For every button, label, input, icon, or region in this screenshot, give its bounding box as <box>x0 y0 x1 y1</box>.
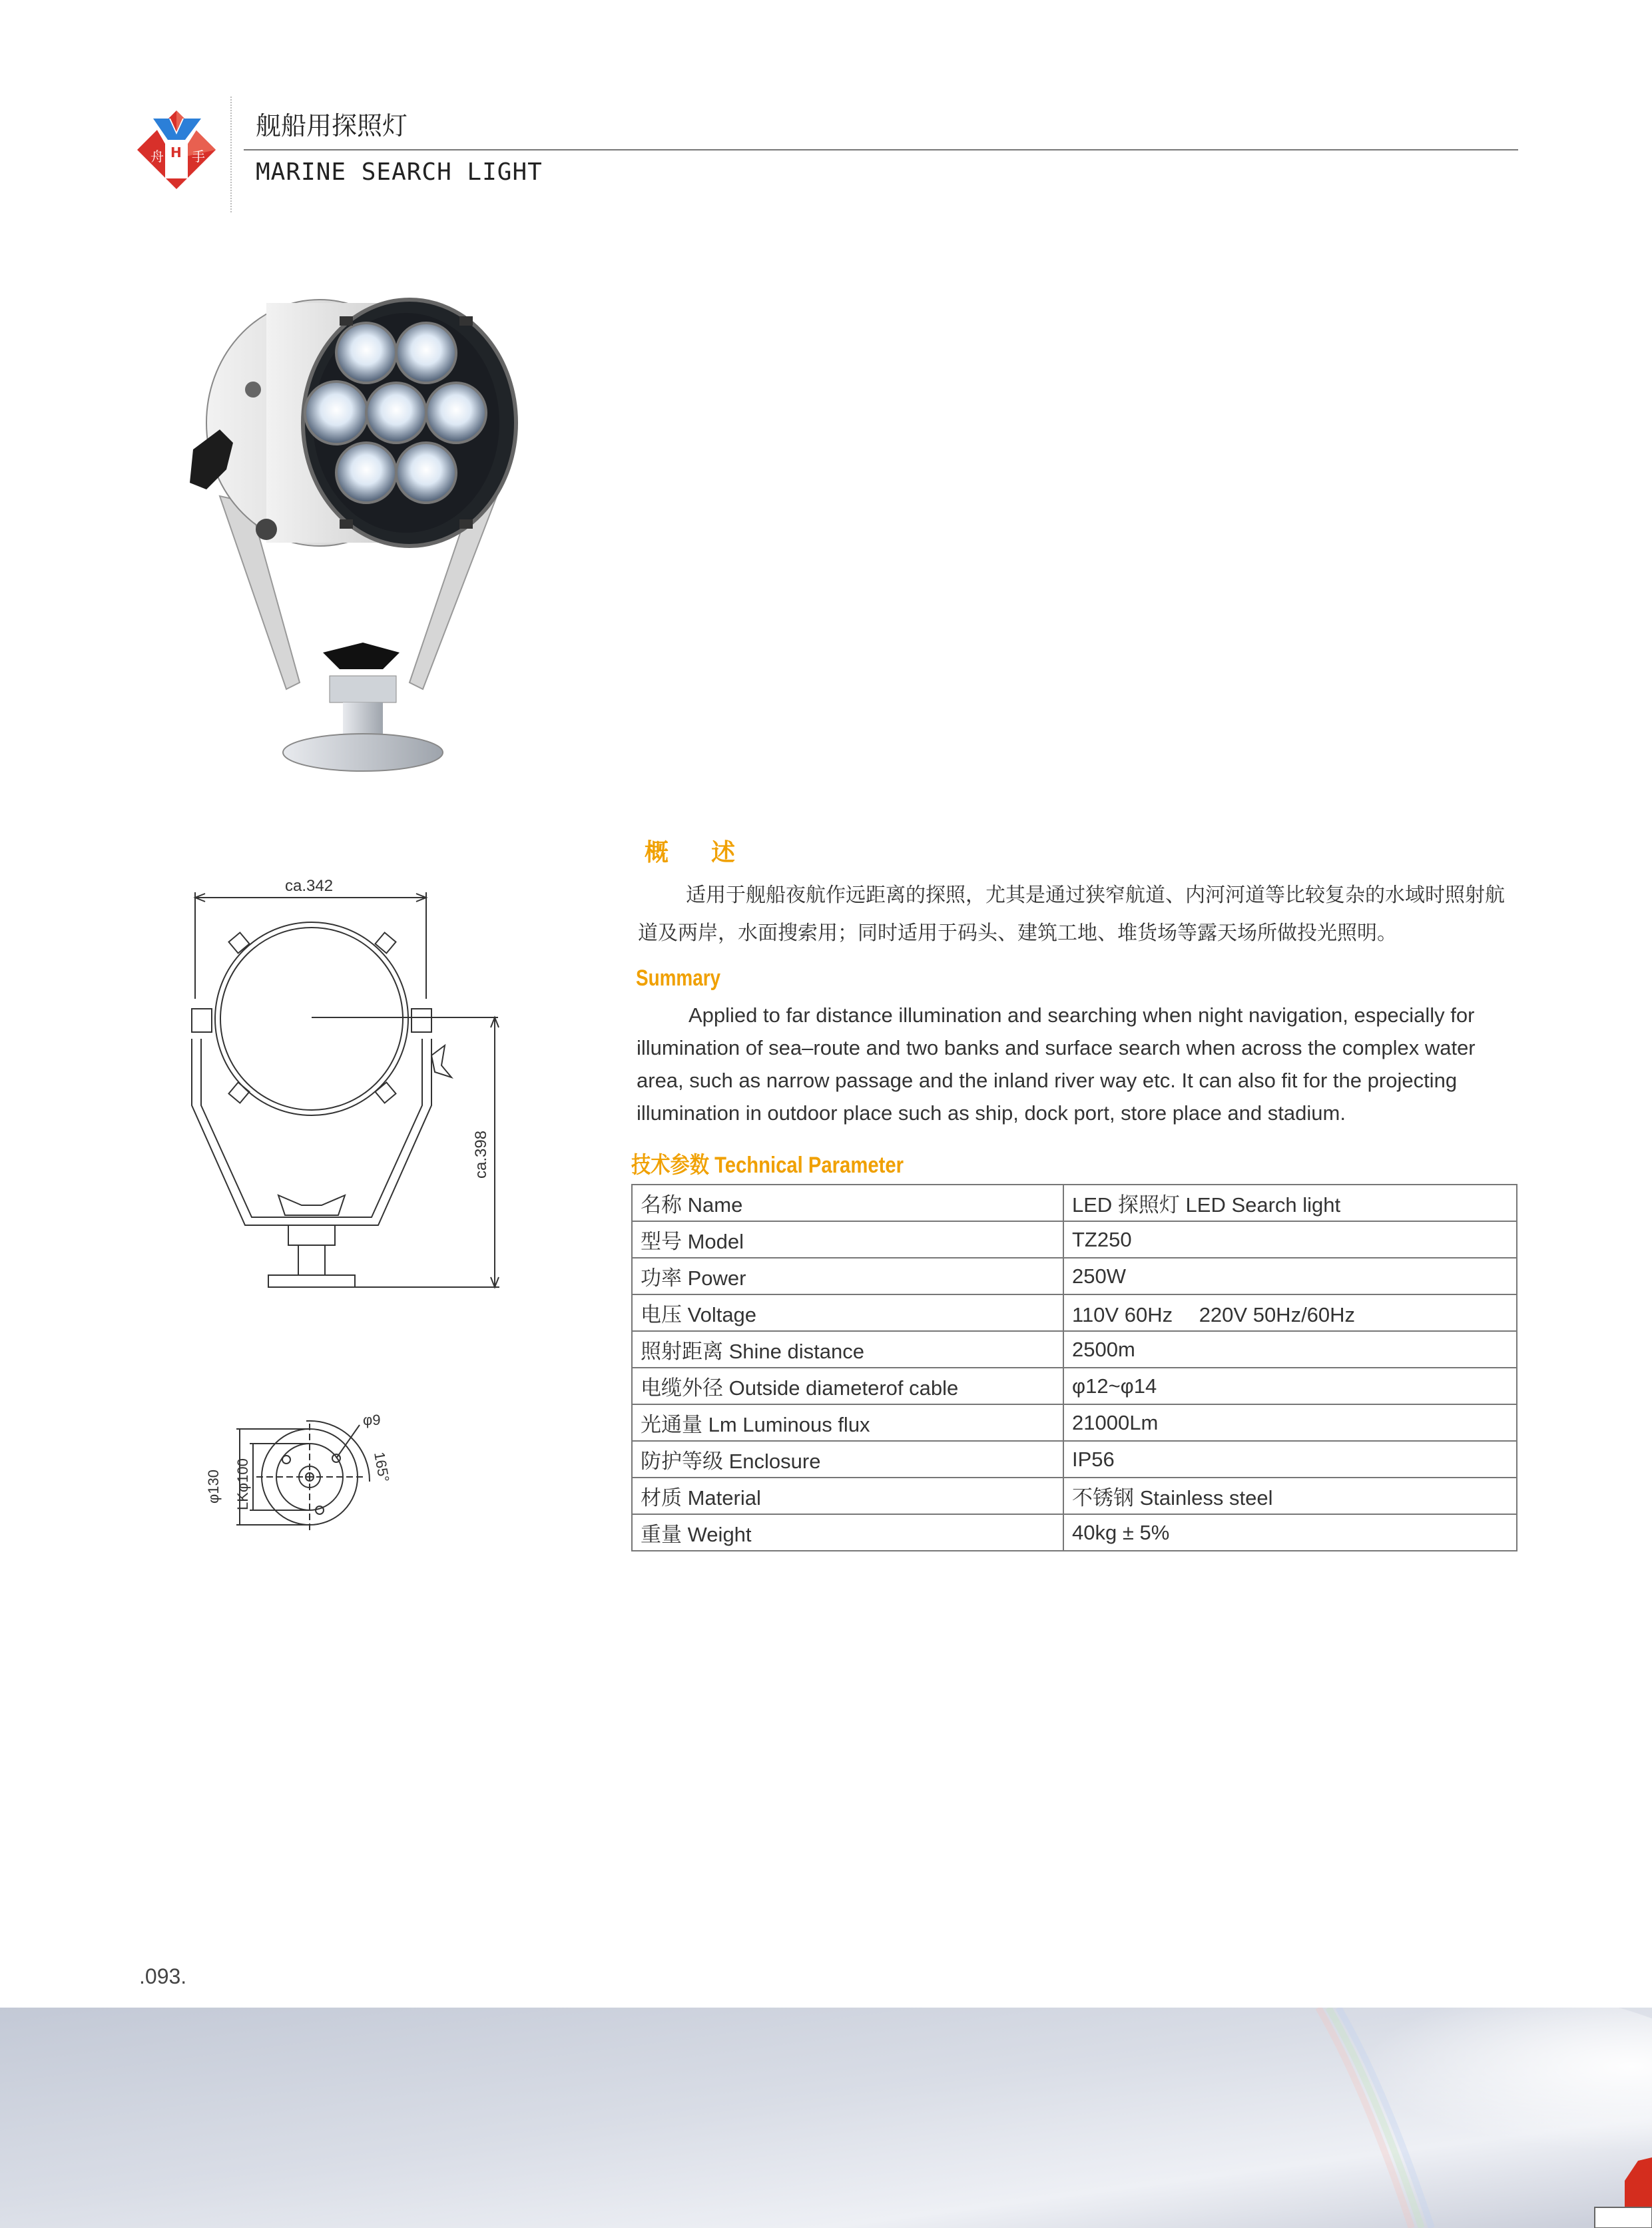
parameter-label: 型号 Model <box>632 1221 1063 1258</box>
height-dimension-label: ca.398 <box>472 1130 490 1179</box>
table-row <box>632 1258 1517 1294</box>
logo-letter: 舟 <box>150 148 164 164</box>
header-divider-vertical <box>230 97 232 212</box>
table-row <box>632 1478 1517 1514</box>
table-row <box>632 1514 1517 1551</box>
parameter-label: 名称 Name <box>632 1185 1063 1221</box>
parameter-value: 2500m <box>1063 1331 1517 1368</box>
table-row <box>632 1368 1517 1404</box>
parameter-value: IP56 <box>1063 1441 1517 1478</box>
parameter-label: 功率 Power <box>632 1258 1063 1294</box>
width-dimension-label: ca.342 <box>285 877 334 895</box>
parameter-value: TZ250 <box>1063 1221 1517 1258</box>
parameter-value: φ12~φ14 <box>1063 1368 1517 1404</box>
outer-diameter-label: φ130 <box>205 1470 222 1504</box>
parameter-label: 照射距离 Shine distance <box>632 1331 1063 1368</box>
parameter-value: 110V 60Hz 220V 50Hz/60Hz <box>1063 1294 1517 1331</box>
parameter-value: LED 探照灯 LED Search light <box>1063 1185 1517 1221</box>
overview-text: 适用于舰船夜航作远距离的探照，尤其是通过狭窄航道、内河河道等比较复杂的水域时照射航道及两岸，水面搜索用；同时适用于码头、建筑工地、堆货场等露天场所做投光照明。 <box>638 884 1505 945</box>
parameter-label: 重量 Weight <box>632 1514 1063 1551</box>
table-row <box>632 1221 1517 1258</box>
table-row <box>632 1404 1517 1441</box>
table-row <box>632 1294 1517 1331</box>
logo-letter: 手 <box>192 148 205 164</box>
angle-label: 165° <box>371 1450 393 1484</box>
summary-heading: Summary <box>636 966 721 991</box>
bolt-hole-label: φ9 <box>363 1412 381 1428</box>
decorative-sea-photo <box>0 2008 1652 2228</box>
product-photo <box>180 270 539 779</box>
parameter-value: 21000Lm <box>1063 1404 1517 1441</box>
technical-parameter-heading: 技术参数 Technical Parameter <box>631 1153 904 1178</box>
company-logo <box>132 105 221 194</box>
parameter-label: 电缆外径 Outside diameterof cable <box>632 1368 1063 1404</box>
page-title-cn: 舰船用探照灯 <box>256 111 408 140</box>
parameter-value: 40kg ± 5% <box>1063 1514 1517 1551</box>
parameter-label: 电压 Voltage <box>632 1294 1063 1331</box>
base-mounting-drawing <box>200 1405 406 1545</box>
table-row <box>632 1441 1517 1478</box>
parameter-label: 光通量 Lm Luminous flux <box>632 1404 1063 1441</box>
table-row <box>632 1331 1517 1368</box>
parameter-label: 防护等级 Enclosure <box>632 1441 1063 1478</box>
parameter-value: 不锈钢 Stainless steel <box>1063 1478 1517 1514</box>
table-row <box>632 1185 1517 1221</box>
summary-text: Applied to far distance illumination and searching when night navigation, especially for illumination of sea–route and two banks and surface search when across the complex water area, such as narrow passage and the inland river way etc. It can also fit for the projecting illumination in outdoor place such as ship, dock port, store place and stadium. <box>637 1003 1476 1125</box>
page-title-en: MARINE SEARCH LIGHT <box>256 158 543 186</box>
parameter-label: 材质 Material <box>632 1478 1063 1514</box>
parameter-value: 250W <box>1063 1258 1517 1294</box>
pcd-label: LKφ100 <box>234 1458 251 1510</box>
logo-letter: H <box>170 144 182 160</box>
technical-parameter-table <box>631 1184 1517 1551</box>
dimension-drawing <box>178 866 505 1298</box>
header-rule <box>244 149 1518 150</box>
page-number: .093. <box>139 1964 187 1988</box>
overview-heading: 概 述 <box>645 839 745 866</box>
